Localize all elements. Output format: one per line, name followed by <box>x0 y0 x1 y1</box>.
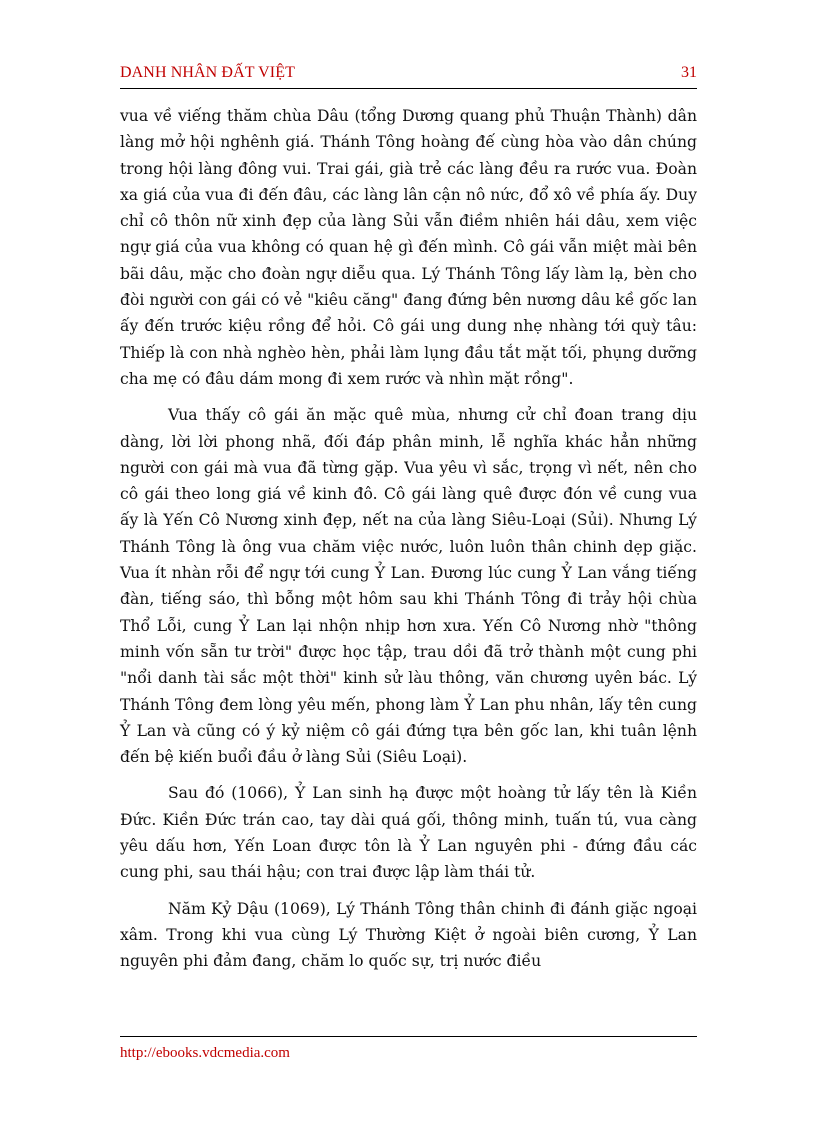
page-number: 31 <box>681 64 697 81</box>
body-text <box>120 103 697 985</box>
paragraph: vua về viếng thăm chùa Dâu (tổng Dương quang phủ Thuận Thành) dân làng mở hội nghênh giá. Thánh Tông hoàng đế cùng hòa vào dân chúng trong hội làng đông vui. Trai gái, già trẻ các làng đều ra rước vua. Đoàn xa giá của vua đi đến đâu, các làng lân cận nô nức, đổ xô về phía ấy. Duy chỉ cô thôn nữ xinh đẹp của làng Sủi vẫn điềm nhiên hái dâu, xem việc ngự giá của vua không có quan hệ gì đến mình. Cô gái vẫn miệt mài bên bãi dâu, mặc cho đoàn ngự diễu qua. Lý Thánh Tông lấy làm lạ, bèn cho đòi người con gái có vẻ "kiêu căng" đang đứng bên nương dâu kề gốc lan ấy đến trước kiệu rồng để hỏi. Cô gái ung dung nhẹ nhàng tới quỳ tâu: Thiếp là con nhà nghèo hèn, phải làm lụng đầu tắt mặt tối, phụng dưỡng cha mẹ có đâu dám mong đi xem rước và nhìn mặt rồng". <box>120 107 697 388</box>
page-footer <box>120 1036 697 1062</box>
paragraph: Vua thấy cô gái ăn mặc quê mùa, nhưng cử chỉ đoan trang dịu dàng, lời lời phong nhã, đối đáp phân minh, lễ nghĩa khác hẳn những người con gái mà vua đã từng gặp. Vua yêu vì sắc, trọng vì nết, nên cho cô gái theo long giá về kinh đô. Cô gái làng quê được đón về cung vua ấy là Yến Cô Nương xinh đẹp, nết na của làng Siêu-Loại (Sủi). Nhưng Lý Thánh Tông là ông vua chăm việc nước, luôn luôn thân chinh dẹp giặc. Vua ít nhàn rỗi để ngự tới cung Ỷ Lan. Đương lúc cung Ỷ Lan vắng tiếng đàn, tiếng sáo, thì bỗng một hôm sau khi Thánh Tông đi trảy hội chùa Thổ Lỗi, cung Ỷ Lan lại nhộn nhịp hơn xưa. Yến Cô Nương nhờ "thông minh vốn sẵn tư trời" được học tập, trau dồi đã trở thành một cung phi "nổi danh tài sắc một thời" kinh sử làu thông, văn chương uyên bác. Lý Thánh Tông đem lòng yêu mến, phong làm Ỷ Lan phu nhân, lấy tên cung Ỷ Lan và cũng có ý kỷ niệm cô gái đứng tựa bên gốc lan, khi tuân lệnh đến bệ kiến buổi đầu ở làng Sủi (Siêu Loại). <box>120 406 697 767</box>
page-header <box>120 62 697 89</box>
paragraph: Năm Kỷ Dậu (1069), Lý Thánh Tông thân chinh đi đánh giặc ngoại xâm. Trong khi vua cùng Lý Thường Kiệt ở ngoài biên cương, Ỷ Lan nguyên phi đảm đang, chăm lo quốc sự, trị nước điều <box>120 899 697 971</box>
paragraph: Sau đó (1066), Ỷ Lan sinh hạ được một hoàng tử lấy tên là Kiền Đức. Kiền Đức trán cao, tay dài quá gối, thông minh, tuấn tú, vua càng yêu dấu hơn, Yến Loan được tôn là Ỷ Lan nguyên phi - đứng đầu các cung phi, sau thái hậu; con trai được lập làm thái tử. <box>120 784 697 882</box>
book-title: DANH NHÂN ĐẤT VIỆT <box>120 64 295 81</box>
footer-link[interactable]: http://ebooks.vdcmedia.com <box>120 1045 290 1061</box>
